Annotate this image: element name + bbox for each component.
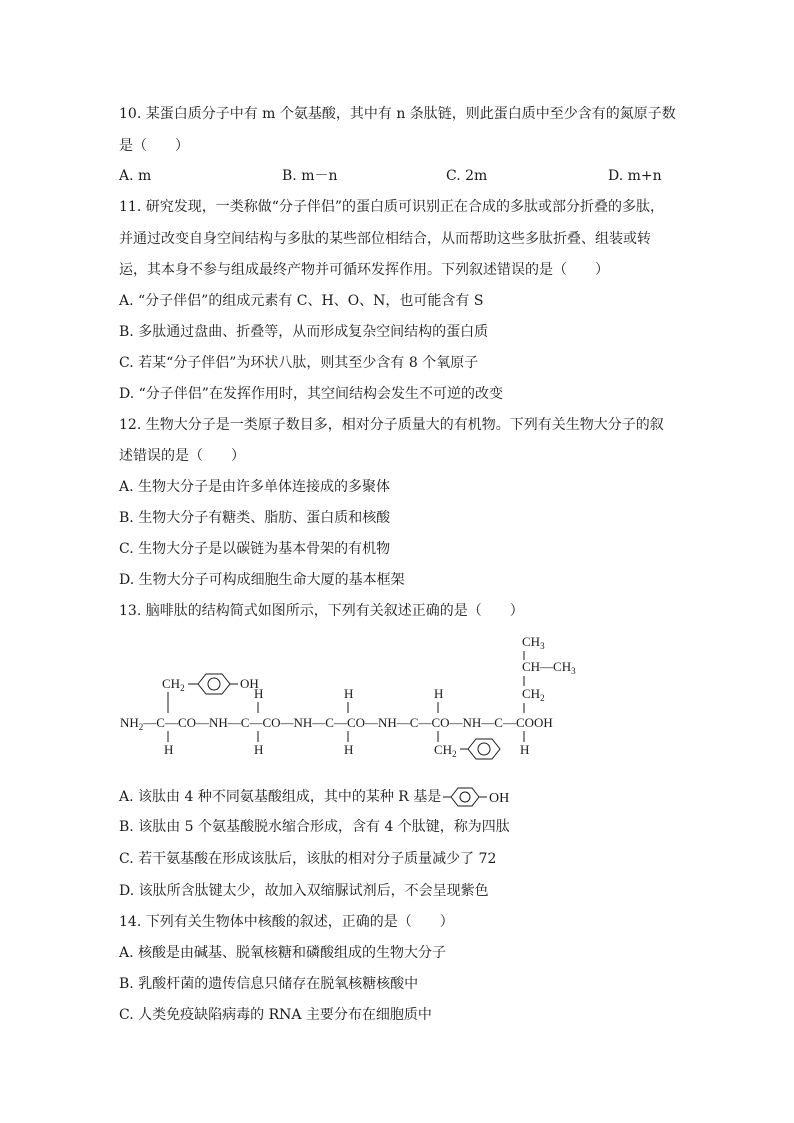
q13-option-a [119, 785, 517, 809]
enkephalin-structure-svg [116, 630, 596, 762]
tyr-ring-circle [208, 678, 220, 690]
q11-stem-line3: 运，其本身不参与组成最终产物并可循环发挥作用。下列叙述错误的是（ ） [119, 262, 609, 278]
q11-stem-line1: 11. 研究发现，一类称做“分子伴侣”的蛋白质可识别正在合成的多肽或部分折叠的多肽， [119, 199, 665, 215]
q14-option-b: B. 乳酸杆菌的遗传信息只储存在脱氧核糖核酸中 [119, 976, 419, 992]
q10-option-d: D. m+n [608, 168, 662, 184]
q12-option-c: C. 生物大分子是以碳链为基本骨架的有机物 [119, 541, 391, 557]
h-bottom-5: H [520, 742, 530, 757]
phenol-r-group-icon [443, 785, 515, 809]
leu-ch3-top: $CH_3$ [522, 634, 545, 651]
q10-option-a: A. m [119, 168, 152, 184]
tyr-ch2: $CH_2$ [162, 676, 185, 693]
leu-ch2: $CH_2$ [522, 686, 545, 703]
q10-stem-line2: 是（ ） [119, 138, 189, 154]
q11-option-d: D. “分子伴侣”在发挥作用时，其空间结构会发生不可逆的改变 [119, 386, 503, 402]
h-bottom-3: H [344, 742, 354, 757]
h-top-4: H [434, 686, 444, 701]
tyr-benzene-ring [198, 674, 230, 694]
h-bottom-2: H [254, 742, 264, 757]
q13-option-b: B. 该肽由 5 个氨基酸脱水缩合形成，含有 4 个肽键，称为四肽 [119, 819, 510, 835]
q10-option-c: C. 2m [446, 168, 488, 184]
leu-ch-branch: $CH—CH_3$ [522, 659, 576, 676]
q12-stem-line1: 12. 生物大分子是一类原子数目多，相对分子质量大的有机物。下列有关生物大分子的叙 [119, 417, 664, 433]
enkephalin-structure-figure [116, 630, 596, 762]
phenol-oh-label: OH [489, 791, 510, 806]
q11-option-b: B. 多肽通过盘曲、折叠等，从而形成复杂空间结构的蛋白质 [119, 324, 489, 340]
q10-option-b: B. m－n [282, 168, 338, 184]
q14-option-c: C. 人类免疫缺陷病毒的 RNA 主要分布在细胞质中 [119, 1007, 432, 1023]
q13-option-d: D. 该肽所含肽键太少，故加入双缩脲试剂后，不会呈现紫色 [119, 883, 489, 899]
q13-option-c: C. 若干氨基酸在形成该肽后，该肽的相对分子质量减少了 72 [119, 851, 497, 867]
q12-option-b: B. 生物大分子有糖类、脂肪、蛋白质和核酸 [119, 510, 391, 526]
h-top-2: H [254, 686, 264, 701]
h-bottom-1: H [164, 742, 174, 757]
peptide-backbone: $NH_2—C—CO—NH—C—CO—NH—C—CO—NH—C—CO—NH—C—COOH$ [120, 715, 553, 732]
q12-stem-line2: 述错误的是（ ） [119, 448, 245, 464]
h-top-3: H [344, 686, 354, 701]
q14-stem-line1: 14. 下列有关生物体中核酸的叙述，正确的是（ ） [119, 914, 454, 930]
q13-option-a-text: A. 该肽由 4 种不同氨基酸组成，其中的某种 R 基是 [119, 789, 442, 805]
phe-ring-circle [478, 743, 490, 755]
phe-ch2: $CH_2$ [434, 742, 457, 759]
q12-option-a: A. 生物大分子是由许多单体连接成的多聚体 [119, 479, 391, 495]
q13-stem-line1: 13. 脑啡肽的结构简式如图所示，下列有关叙述正确的是（ ） [119, 603, 524, 619]
q12-option-d: D. 生物大分子可构成细胞生命大厦的基本框架 [119, 572, 405, 588]
q14-option-a: A. 核酸是由碱基、脱氧核糖和磷酸组成的生物大分子 [119, 945, 447, 961]
q11-stem-line2: 并通过改变自身空间结构与多肽的某些部位相结合，从而帮助这些多肽折叠、组装或转 [119, 231, 651, 247]
tyr-oh: OH [240, 676, 259, 691]
q10-stem-line1: 10. 某蛋白质分子中有 m 个氨基酸，其中有 n 条肽链，则此蛋白质中至少含有的氮原子数 [119, 106, 676, 122]
phe-benzene-ring [468, 739, 500, 759]
q11-option-c: C. 若某“分子伴侣”为环状八肽，则其至少含有 8 个氧原子 [119, 355, 479, 371]
q11-option-a: A. “分子伴侣”的组成元素有 C、H、O、N，也可能含有 S [119, 293, 484, 309]
